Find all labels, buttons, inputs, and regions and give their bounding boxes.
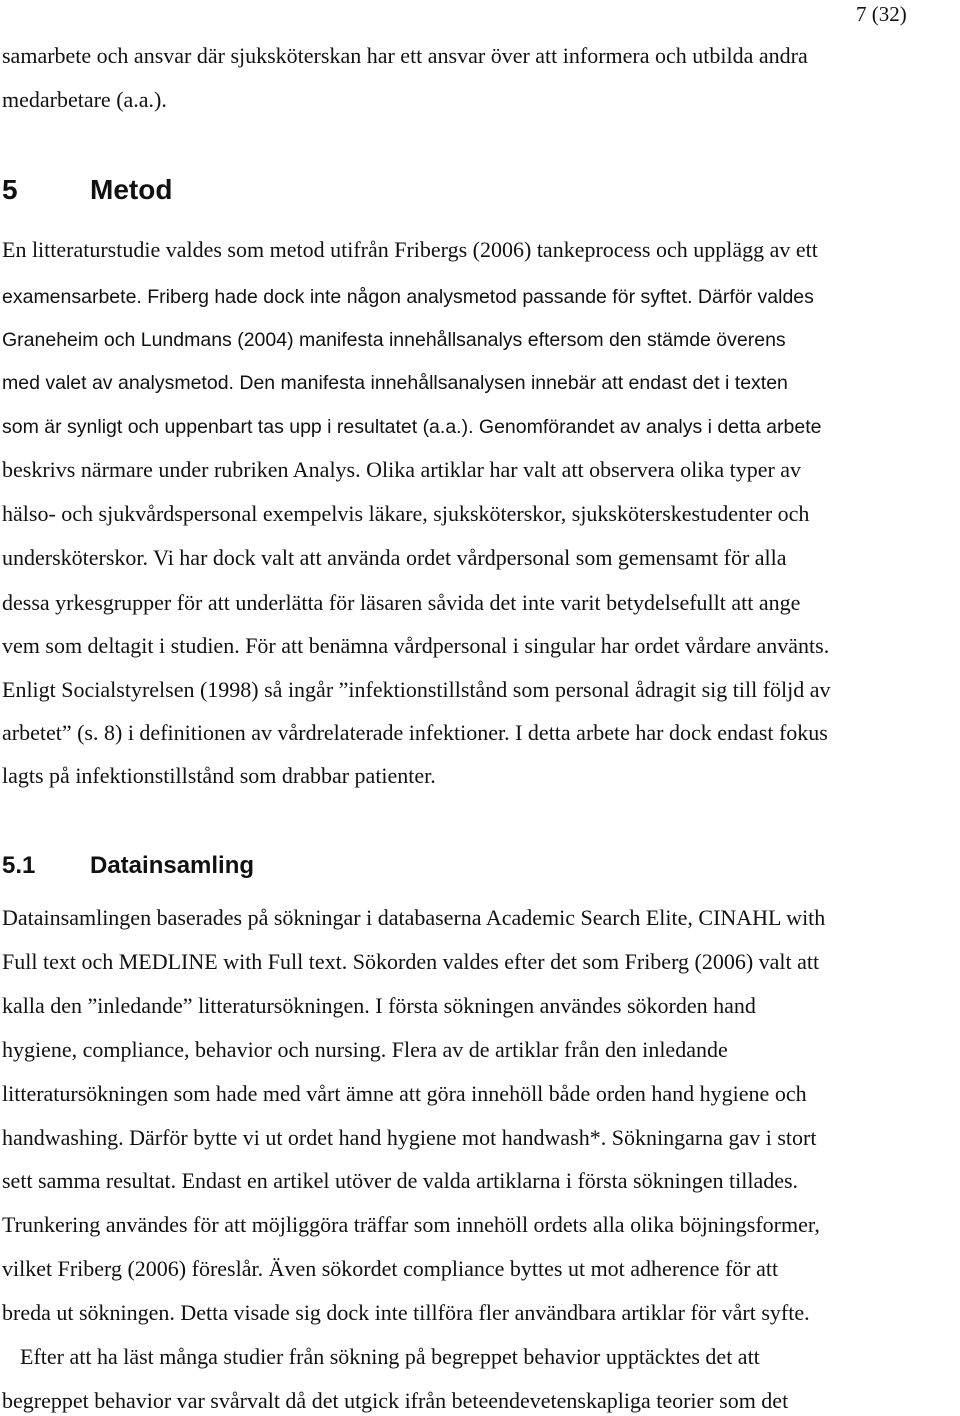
body-line: sett samma resultat. Endast en artikel utöver de valda artiklarna i första sökningen tillades. — [2, 1168, 799, 1193]
body-line: Trunkering användes för att möjliggöra träffar som innehöll ordets alla olika böjningsformer, — [2, 1212, 820, 1237]
section-heading-datainsamling — [2, 851, 254, 881]
body-line: vem som deltagit i studien. För att benämna vårdpersonal i singular har ordet vårdare använts. — [2, 633, 830, 658]
section-number: 5.1 — [2, 852, 36, 879]
body-line: beskrivs närmare under rubriken Analys. Olika artiklar har valt att observera olika typer av — [2, 457, 802, 482]
intro-line: samarbete och ansvar där sjuksköterskan har ett ansvar över att informera och utbilda andra — [2, 43, 808, 68]
body-line: som är synligt och uppenbart tas upp i resultatet (a.a.). Genomförandet av analys i detta arbete — [2, 416, 822, 438]
body-line: Enligt Socialstyrelsen (1998) så ingår ”infektionstillstånd som personal ådragit sig till följd av — [2, 677, 831, 702]
body-line: Efter att ha läst många studier från sökning på begreppet behavior upptäcktes det att — [20, 1344, 760, 1369]
body-line: vilket Friberg (2006) föreslår. Även sökordet compliance byttes ut mot adherence för att — [2, 1256, 779, 1281]
section-title: Datainsamling — [90, 852, 255, 879]
body-line: handwashing. Därför bytte vi ut ordet hand hygiene mot handwash*. Sökningarna gav i stort — [2, 1125, 817, 1150]
body-line: arbetet” (s. 8) i definitionen av vårdrelaterade infektioner. I detta arbete har dock endast fokus — [2, 720, 828, 745]
body-line: hälso- och sjukvårdspersonal exempelvis läkare, sjuksköterskor, sjuksköterskestudenter och — [2, 501, 810, 526]
body-line: dessa yrkesgrupper för att underlätta för läsaren såvida det inte varit betydelsefullt att ange — [2, 590, 801, 615]
body-line: litteratursökningen som hade med vårt ämne att göra innehöll både orden hand hygiene och — [2, 1081, 807, 1106]
body-line: kalla den ”inledande” litteratursökningen. I första sökningen användes sökorden hand — [2, 993, 756, 1018]
body-line: En litteraturstudie valdes som metod utifrån Fribergs (2006) tankeprocess och upplägg av ett — [2, 237, 818, 262]
body-line: Datainsamlingen baserades på sökningar i databaserna Academic Search Elite, CINAHL with — [2, 905, 826, 930]
body-line: hygiene, compliance, behavior och nursing. Flera av de artiklar från den inledande — [2, 1037, 728, 1062]
body-line: breda ut sökningen. Detta visade sig dock inte tillföra fler användbara artiklar för vårt syfte. — [2, 1300, 810, 1325]
body-line: Graneheim och Lundmans (2004) manifesta innehållsanalys eftersom den stämde överens — [2, 329, 786, 351]
body-line: Full text och MEDLINE with Full text. Sökorden valdes efter det som Friberg (2006) valt att — [2, 949, 820, 974]
body-line: examensarbete. Friberg hade dock inte någon analysmetod passande för syftet. Därför valdes — [2, 286, 814, 308]
section-number: 5 — [2, 174, 18, 205]
intro-line: medarbetare (a.a.). — [2, 87, 167, 112]
body-line: begreppet behavior var svårvalt då det utgick ifrån beteendevetenskapliga teorier som det — [2, 1388, 789, 1413]
page-number: 7 (32) — [856, 2, 907, 26]
body-line: undersköterskor. Vi har dock valt att använda ordet vårdpersonal som gemensamt för alla — [2, 545, 787, 570]
body-line: lagts på infektionstillstånd som drabbar patienter. — [2, 763, 436, 788]
body-line: med valet av analysmetod. Den manifesta innehållsanalysen innebär att endast det i texten — [2, 372, 788, 394]
section-heading-metod — [2, 173, 172, 207]
section-title: Metod — [90, 174, 173, 205]
